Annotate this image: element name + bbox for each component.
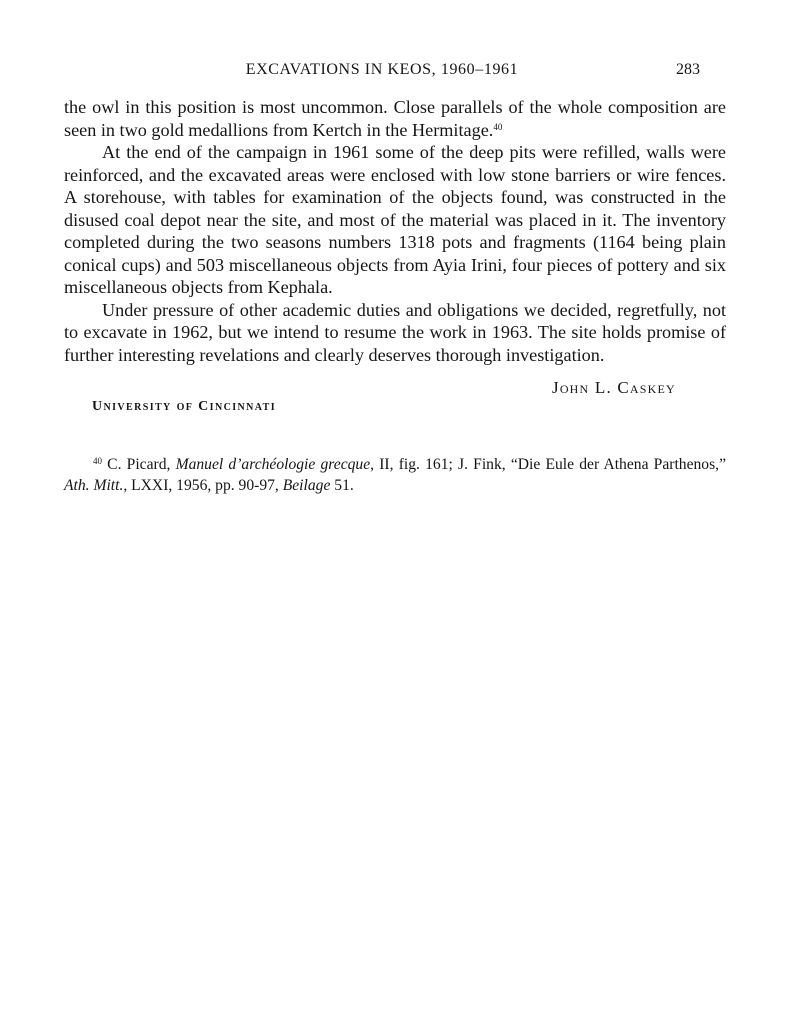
running-title: EXCAVATIONS IN KEOS, 1960–1961 <box>245 61 519 78</box>
running-head <box>64 61 700 81</box>
paragraph-1-text: the owl in this position is most uncommon. Close parallels of the whole composition are seen in two gold medallions from Kertch in the Hermitage. <box>64 97 726 140</box>
footnote <box>64 454 726 496</box>
footnote-beilage-italic: Beilage <box>282 477 331 494</box>
footnote-text-4: 51. <box>330 477 354 494</box>
paragraph-1 <box>64 96 726 141</box>
footnote-text-3: , LXXI, 1956, pp. 90-97, <box>123 477 283 494</box>
footnote-journal-italic: Ath. Mitt. <box>64 477 124 494</box>
footnote-reference[interactable]: 40 <box>493 121 503 132</box>
page-number: 283 <box>676 61 700 78</box>
footnote-title-italic: Manuel d’archéologie grecque <box>175 456 371 473</box>
paragraph-3: Under pressure of other academic duties and obligations we decided, regretfully, not to excavate in 1962, but we intend to resume the work in 1963. The site holds promise of further interesting revelations and clearly deserves thorough investigation. <box>64 299 726 365</box>
body-text <box>64 96 726 366</box>
paragraph-2: At the end of the campaign in 1961 some of the deep pits were refilled, walls were reinforced, and the excavated areas were enclosed with low stone barriers or wire fences. A storehouse, with tables for examination of the objects found, was constructed in the disused coal depot near the site, and most of the material was placed in it. The inventory completed during the two seasons numbers 1318 pots and fragments (1164 being plain conical cups) and 503 miscellaneous objects from Ayia Irini, four pieces of pottery and six miscellaneous objects from Kephala. <box>64 142 726 297</box>
footnote-text-1: C. Picard, <box>102 456 176 473</box>
footnote-mark: 40 <box>93 456 102 466</box>
author-signature: John L. Caskey <box>552 378 676 397</box>
author-affiliation: University of Cincinnati <box>92 399 276 414</box>
footnote-text-2: , II, fig. 161; J. Fink, “Die Eule der Athena Parthenos,” <box>370 456 726 473</box>
